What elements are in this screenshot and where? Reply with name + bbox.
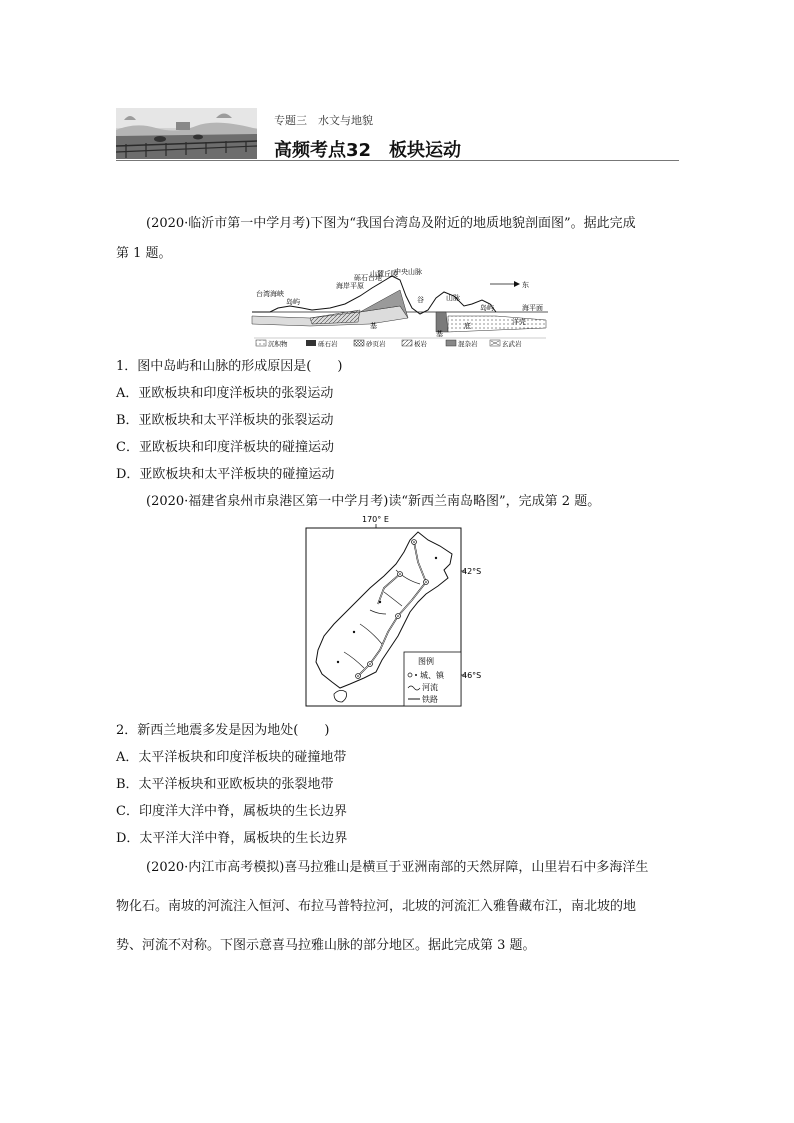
q2-option-c: C．印度洋大洋中脊，属板块的生长边界 [116,804,347,819]
legend-conglomerate: 砾石岩 [318,340,338,348]
label-ocean: 洋壳 [512,318,526,326]
q2-option-d: D．太平洋大洋中脊，属板块的生长边界 [116,831,348,846]
label-central-range: 中央山脉 [394,268,422,276]
chapter-label: 专题三 水文与地貌 [274,114,373,127]
intro1-line2: 第 1 题。 [116,246,172,261]
legend-basalt: 玄武岩 [502,340,522,348]
q2-stem: 2．新西兰地震多发是因为地处( ) [116,723,330,738]
intro3-line1: (2020·内江市高考模拟)喜马拉雅山是横亘于亚洲南部的天然屏障，山里岩石中多海洋生 [146,860,649,875]
q1-option-c: C．亚欧板块和印度洋板块的碰撞运动 [116,440,334,455]
intro3-line2: 物化石。南坡的河流注入恒河、布拉马普特拉河，北坡的河流汇入雅鲁藏布江，南北坡的地 [116,899,637,914]
lat-bottom-label: 46°S [462,671,482,680]
legend-river: 河流 [422,683,438,692]
figure-taiwan-cross-section [250,266,550,348]
label-gravel-terrace: 砾石台地 [354,274,382,282]
legend-slate: 板岩 [414,340,427,348]
q1-option-a: A．亚欧板块和印度洋板块的张裂运动 [116,386,334,401]
lat-top-label: 42°S [462,567,482,576]
q1-stem: 1．图中岛屿和山脉的形成原因是( ) [116,359,343,374]
label-hills: 山麓丘陵 [370,270,398,278]
label-valley: 谷 [417,296,424,304]
figure-new-zealand-south-island [300,512,500,708]
q1-option-d: D．亚欧板块和太平洋板块的碰撞运动 [116,467,335,482]
legend-railway: 铁路 [422,695,438,704]
legend-sediment: 沉积物 [268,340,288,348]
label-base-mid: 基 [436,330,443,338]
label-island-right: 岛屿 [480,304,494,312]
label-coastal-plain: 海岸平原 [336,282,364,290]
label-base-left: 基 [370,322,377,330]
intro2-line1: (2020·福建省泉州市泉港区第一中学月考)读“新西兰南岛略图”，完成第 2 题。 [146,494,601,509]
legend-sandstone-shale: 砂页岩 [366,340,386,348]
label-base-right: 底 [464,322,471,330]
legend-town: 城、镇 [420,671,444,680]
q2-option-b: B．太平洋板块和亚欧板块的张裂地带 [116,777,334,792]
topic-title: 高频考点32 板块运动 [274,140,462,161]
label-east: 东 [522,281,529,289]
header-photo [116,108,257,159]
label-taiwan-strait: 台湾海峡 [256,290,284,298]
intro1-line1: (2020·临沂市第一中学月考)下图为“我国台湾岛及附近的地质地貌剖面图”。据此完成 [146,216,636,231]
label-mountain: 山脉 [446,294,460,302]
legend-title: 图例 [418,657,434,666]
lon-label: 170° E [362,515,389,524]
label-island-left: 岛屿 [286,298,300,306]
label-sea-level: 海平面 [522,304,543,312]
legend-melange: 混杂岩 [458,340,478,348]
intro3-line3: 势、河流不对称。下图示意喜马拉雅山脉的部分地区。据此完成第 3 题。 [116,938,536,953]
q1-option-b: B．亚欧板块和太平洋板块的张裂运动 [116,413,334,428]
q2-option-a: A．太平洋板块和印度洋板块的碰撞地带 [116,750,347,765]
